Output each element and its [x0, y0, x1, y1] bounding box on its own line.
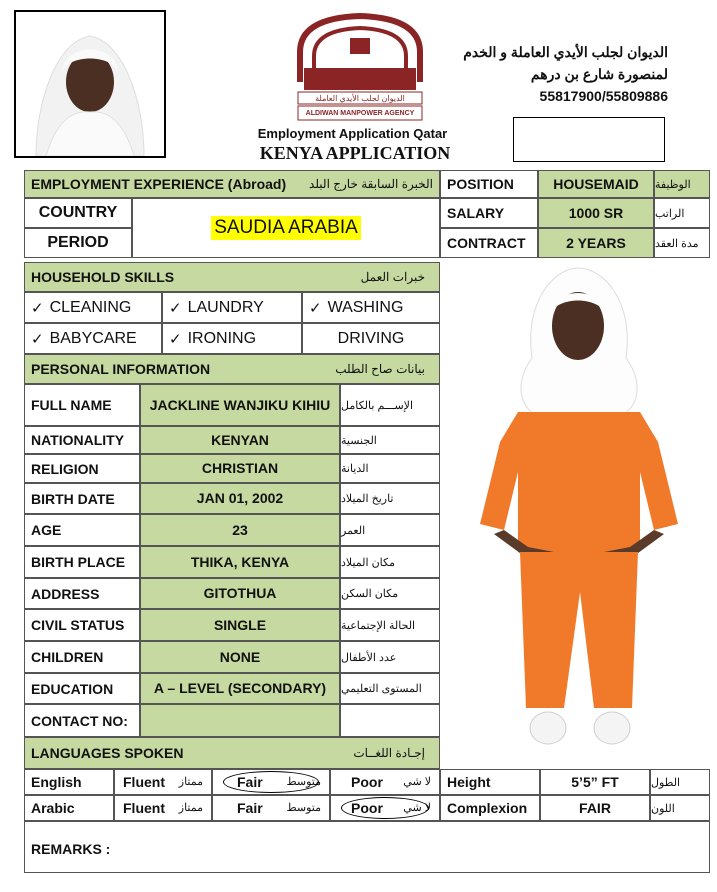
skills-heading-arabic: خبرات العمل [360, 270, 425, 284]
personal-arabic: الحالة الإجتماعية [340, 609, 440, 641]
period-label: PERIOD [24, 228, 132, 258]
language-option-fair [212, 795, 330, 821]
personal-label: AGE [24, 514, 140, 546]
personal-value: THIKA, KENYA [140, 546, 340, 578]
skill-label: LAUNDRY [187, 298, 264, 316]
option-arabic: متوسط [286, 776, 321, 788]
language-name: English [24, 769, 114, 795]
form-subtitle: Employment Application Qatar [257, 125, 448, 141]
reference-box [513, 117, 665, 162]
option-arabic: لا شي [403, 776, 431, 788]
check-icon: ✓ [31, 299, 44, 317]
skill-washing [302, 292, 440, 323]
personal-arabic: الديانة [340, 454, 440, 483]
remarks-box [24, 821, 710, 873]
personal-arabic: مكان السكن [340, 578, 440, 609]
personal-label: BIRTH PLACE [24, 546, 140, 578]
complexion-value: FAIR [540, 795, 650, 821]
selected-oval [223, 771, 319, 793]
option-arabic: ممتاز [178, 802, 203, 814]
salary-value: 1000 SR [538, 198, 654, 228]
check-icon: ✓ [309, 299, 322, 317]
skills-heading: HOUSEHOLD SKILLS [31, 269, 175, 285]
personal-value: JACKLINE WANJIKU KIHIU [140, 384, 340, 426]
personal-heading-row [24, 354, 440, 384]
skills-heading-row [24, 262, 440, 292]
option-arabic: لا شي [403, 802, 431, 814]
personal-label: CIVIL STATUS [24, 609, 140, 641]
personal-arabic [340, 704, 440, 737]
salary-label: SALARY [440, 198, 538, 228]
logo-arabic-text: الديوان لجلب الأيدي العاملة [315, 93, 405, 103]
skill-babycare [24, 323, 162, 354]
languages-heading-arabic: إجـادة اللغــات [353, 746, 425, 760]
skill-driving [302, 323, 440, 354]
height-arabic: الطول [650, 769, 710, 795]
skill-cleaning [24, 292, 162, 323]
language-option-poor [330, 769, 440, 795]
personal-arabic: العمر [340, 514, 440, 546]
country-value: SAUDIA ARABIA [211, 216, 361, 240]
skill-laundry [162, 292, 302, 323]
check-icon: ✓ [31, 330, 44, 348]
agency-logo [290, 12, 430, 124]
skill-label: BABYCARE [49, 329, 137, 347]
skill-ironing [162, 323, 302, 354]
skill-label: DRIVING [337, 329, 405, 347]
option-label: Fluent [123, 800, 165, 816]
personal-value: JAN 01, 2002 [140, 483, 340, 514]
check-icon: ✓ [169, 299, 182, 317]
employment-heading-arabic: الخبرة السابقة خارج البلد [309, 177, 433, 191]
agency-arabic-name: الديوان لجلب الأيدي العاملة و الخدم [463, 44, 668, 60]
languages-heading: LANGUAGES SPOKEN [31, 745, 184, 761]
country-value-cell [132, 198, 440, 258]
option-label: Fluent [123, 774, 165, 790]
skill-label: WASHING [327, 298, 404, 316]
personal-arabic: الإســـم بالكامل [340, 384, 440, 426]
contract-arabic: مدة العقد [654, 228, 710, 258]
personal-heading: PERSONAL INFORMATION [31, 361, 211, 377]
personal-label: EDUCATION [24, 673, 140, 704]
contract-value: 2 YEARS [538, 228, 654, 258]
option-label: Poor [351, 800, 383, 816]
personal-label: NATIONALITY [24, 426, 140, 454]
selected-oval [341, 797, 429, 819]
personal-value: GITOTHUA [140, 578, 340, 609]
remarks-label: REMARKS : [31, 841, 111, 857]
option-label: Fair [237, 800, 263, 816]
language-option-fluent [114, 795, 212, 821]
employment-heading-row [24, 170, 440, 198]
languages-heading-row [24, 737, 440, 769]
personal-label: BIRTH DATE [24, 483, 140, 514]
personal-label: CONTACT NO: [24, 704, 140, 737]
skill-label: IRONING [187, 329, 257, 347]
option-label: Poor [351, 774, 383, 790]
personal-arabic: المستوى التعليمي [340, 673, 440, 704]
personal-value: NONE [140, 641, 340, 673]
country-label: COUNTRY [24, 198, 132, 228]
personal-label: RELIGION [24, 454, 140, 483]
language-option-fair [212, 769, 330, 795]
height-label: Height [440, 769, 540, 795]
language-name: Arabic [24, 795, 114, 821]
position-arabic: الوظيفة [654, 170, 710, 198]
personal-value: A – LEVEL (SECONDARY) [140, 673, 340, 704]
position-label: POSITION [440, 170, 538, 198]
personal-label: ADDRESS [24, 578, 140, 609]
language-option-fluent [114, 769, 212, 795]
complexion-arabic: اللون [650, 795, 710, 821]
personal-arabic: عدد الأطفال [340, 641, 440, 673]
logo-english-text: ALDIWAN MANPOWER AGENCY [305, 109, 415, 117]
personal-label: CHILDREN [24, 641, 140, 673]
language-option-poor [330, 795, 440, 821]
personal-value [140, 704, 340, 737]
employment-heading: EMPLOYMENT EXPERIENCE (Abroad) [31, 176, 287, 192]
personal-heading-arabic: بيانات صاح الطلب [335, 362, 425, 376]
personal-label: FULL NAME [24, 384, 140, 426]
agency-phones: 55817900/55809886 [539, 88, 668, 104]
option-arabic: متوسط [286, 802, 321, 814]
option-label: Fair [237, 774, 263, 790]
form-title: KENYA APPLICATION [259, 142, 451, 163]
salary-arabic: الراتب [654, 198, 710, 228]
complexion-label: Complexion [440, 795, 540, 821]
personal-value: CHRISTIAN [140, 454, 340, 483]
contract-label: CONTRACT [440, 228, 538, 258]
position-value: HOUSEMAID [538, 170, 654, 198]
personal-arabic: تاريخ الميلاد [340, 483, 440, 514]
height-value: 5’5” FT [540, 769, 650, 795]
personal-value: 23 [140, 514, 340, 546]
option-arabic: ممتاز [178, 776, 203, 788]
agency-arabic-address: لمنصورة شارع بن درهم [530, 66, 668, 82]
check-icon: ✓ [169, 330, 182, 348]
skill-label: CLEANING [49, 298, 132, 316]
full-body-photo [444, 262, 710, 762]
personal-arabic: الجنسية [340, 426, 440, 454]
personal-value: SINGLE [140, 609, 340, 641]
personal-arabic: مكان الميلاد [340, 546, 440, 578]
passport-photo [14, 10, 166, 158]
personal-value: KENYAN [140, 426, 340, 454]
